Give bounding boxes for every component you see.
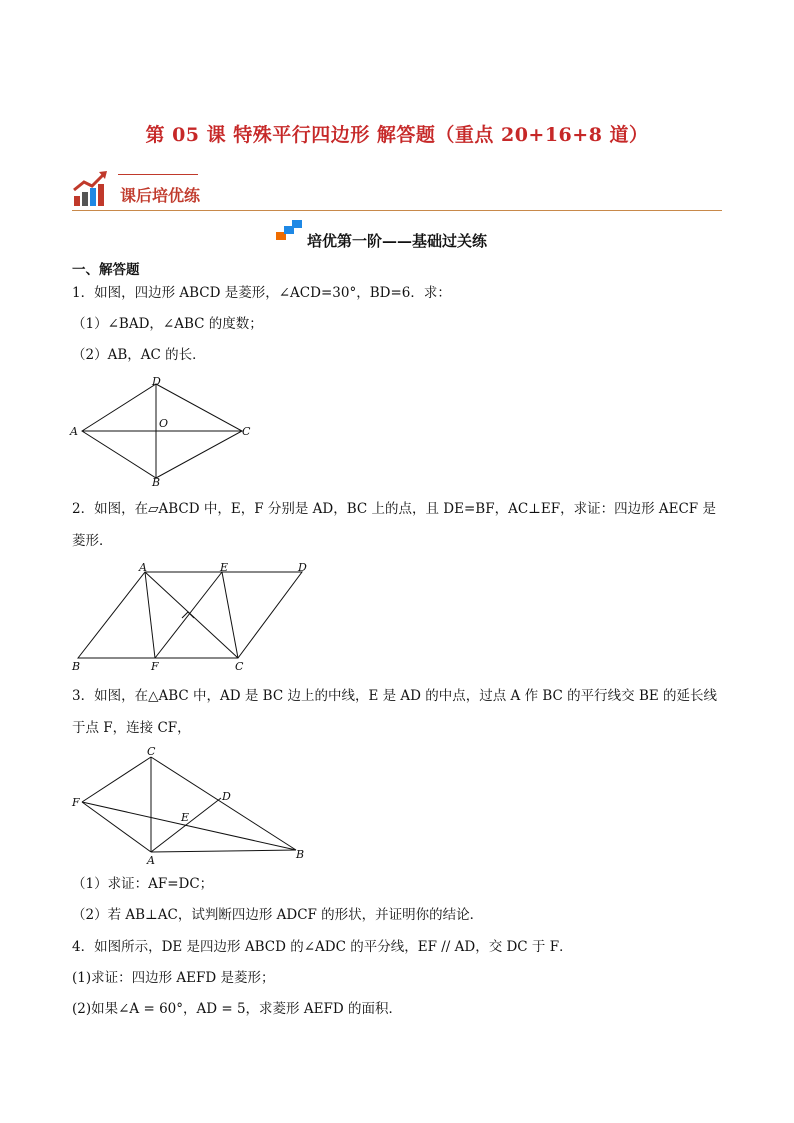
q3-label-C: C <box>147 745 156 758</box>
stage-title: 培优第一阶——基础过关练 <box>306 232 487 250</box>
section-label: 课后培优练 <box>120 186 201 205</box>
q1-label-C: C <box>242 425 251 438</box>
q4-sub1: (1)求证：四边形 AEFD 是菱形； <box>72 970 275 986</box>
q3-label-B: B <box>296 848 305 861</box>
q1-text: 1．如图，四边形 ABCD 是菱形，∠ACD=30°，BD=6．求： <box>72 285 451 301</box>
q1-label-O: O <box>159 417 169 430</box>
bar-chart-icon <box>72 170 112 208</box>
q3-label-F: F <box>72 796 80 809</box>
q1-sub2: （2）AB，AC 的长． <box>72 347 206 363</box>
q3-label-A: A <box>147 854 155 867</box>
q2-text: 2．如图，在▱ABCD 中，E，F 分别是 AD，BC 上的点，且 DE=BF，AC⊥EF，求证：四边形 AECF 是菱形． <box>72 501 716 549</box>
q2-label-E: E <box>220 561 229 574</box>
section-top-line <box>118 174 198 175</box>
q1-label-A: A <box>70 425 78 438</box>
q4-text: 4．如图所示，DE 是四边形 ABCD 的∠ADC 的平分线，EF // AD，交 DC 于 F． <box>72 939 573 955</box>
document-title: 第 05 课 特殊平行四边形 解答题（重点 20+16+8 道） <box>145 124 649 146</box>
q3-label-D: D <box>222 790 231 803</box>
q2-label-B: B <box>72 660 81 673</box>
q3-sub2: （2）若 AB⊥AC，试判断四边形 ADCF 的形状，并证明你的结论． <box>72 907 484 923</box>
q4-sub2: (2)如果∠A = 60°，AD = 5，求菱形 AEFD 的面积． <box>72 1001 402 1017</box>
q1-label-D: D <box>152 375 161 388</box>
q3-triangle-figure <box>68 742 318 868</box>
q1-sub1: （1）∠BAD，∠ABC 的度数； <box>72 316 263 332</box>
part-heading: 一、解答题 <box>72 262 140 278</box>
q2-label-F: F <box>151 660 159 673</box>
section-rule <box>72 210 722 211</box>
q3-sub1: （1）求证：AF=DC； <box>72 876 214 892</box>
q2-label-D: D <box>298 561 307 574</box>
q3-text: 3．如图，在△ABC 中，AD 是 BC 边上的中线，E 是 AD 的中点，过点 A 作 BC 的平行线交 BE 的延长线于点 F，连接 CF， <box>72 688 718 736</box>
q1-rhombus-figure <box>68 372 268 490</box>
q2-parallelogram-figure <box>68 560 328 678</box>
q2-label-A: A <box>139 561 147 574</box>
q3-label-E: E <box>181 811 190 824</box>
q2-label-C: C <box>235 660 244 673</box>
q1-label-B: B <box>152 476 161 489</box>
